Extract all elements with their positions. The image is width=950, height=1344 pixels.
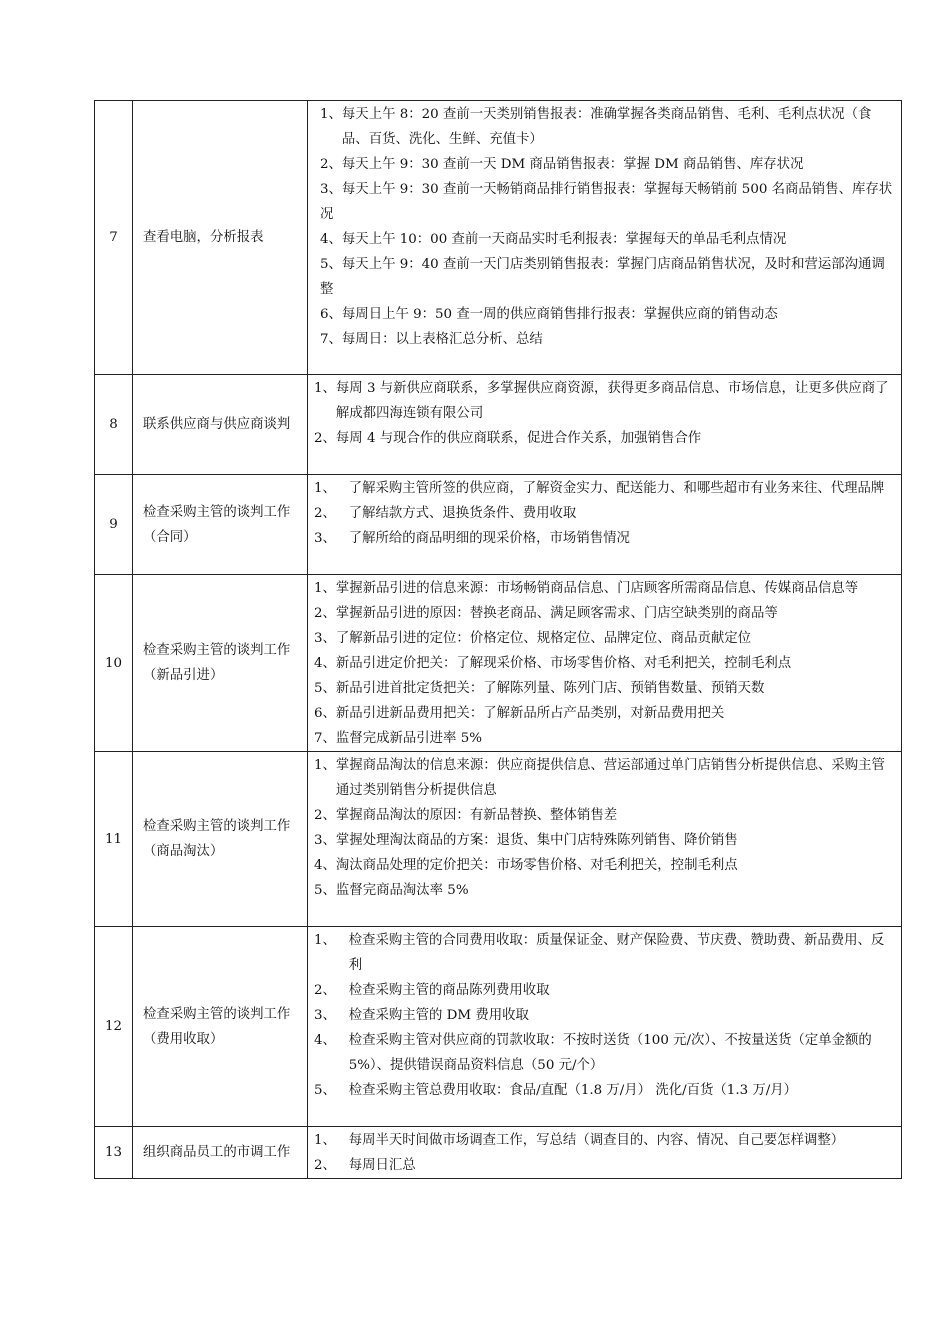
list-item: 7、 每周日：以上表格汇总分析、总结 (320, 332, 543, 347)
list-item: 2、 每周 4 与现合作的供应商联系，促进合作关系，加强销售合作 (314, 431, 702, 446)
list-item: 3、 了解新品引进的定位：价格定位、规格定位、品牌定位、商品贡献定位 (314, 631, 752, 646)
list-item: 2、 每周日汇总 (314, 1158, 416, 1173)
task-details (308, 101, 902, 375)
list-item: 1、 每天上午 8：20 查前一天类别销售报表：准确掌握各类商品销售、毛利、毛利点状况（食品、百货、洗化、生鲜、充值卡） (320, 107, 872, 147)
task-details (308, 752, 902, 927)
task-name: 查看电脑，分析报表 (133, 101, 308, 375)
table-row (95, 752, 902, 927)
task-details (308, 1127, 902, 1179)
list-item: 4、 淘汰商品处理的定价把关：市场零售价格、对毛利把关，控制毛利点 (314, 858, 738, 873)
list-item: 1、 了解采购主管所签的供应商，了解资金实力、配送能力、和哪些超市有业务来往、代理品牌 (314, 481, 885, 496)
row-number: 8 (95, 375, 133, 475)
list-item: 3、 了解所给的商品明细的现采价格，市场销售情况 (314, 531, 630, 546)
task-details (308, 475, 902, 575)
list-item: 5、 检查采购主管总费用收取：食品/直配（1.8 万/月） 洗化/百货（1.3 万/月） (314, 1083, 798, 1098)
table-row (95, 101, 902, 375)
task-details (308, 375, 902, 475)
list-item: 1、 每周 3 与新供应商联系，多掌握供应商资源，获得更多商品信息、市场信息，让更多供应商了解成都四海连锁有限公司 (314, 381, 889, 421)
task-name: 检查采购主管的谈判工作（新品引进） (133, 575, 308, 752)
list-item: 2、 检查采购主管的商品陈列费用收取 (314, 983, 550, 998)
list-item: 2、 了解结款方式、退换货条件、费用收取 (314, 506, 577, 521)
list-item: 4、 每天上午 10：00 查前一天商品实时毛利报表：掌握每天的单品毛利点情况 (320, 232, 787, 247)
task-name: 组织商品员工的市调工作 (133, 1127, 308, 1179)
list-item: 5、每天上午 9：40 查前一天门店类别销售报表：掌握门店商品销售状况，及时和营运部沟通调整 (320, 257, 885, 297)
task-table (94, 100, 902, 1179)
list-item: 2、 掌握新品引进的原因：替换老商品、满足顾客需求、门店空缺类别的商品等 (314, 606, 778, 621)
task-name: 联系供应商与供应商谈判 (133, 375, 308, 475)
list-item: 3、 掌握处理淘汰商品的方案：退货、集中门店特殊陈列销售、降价销售 (314, 833, 738, 848)
list-item: 3、每天上午 9：30 查前一天畅销商品排行销售报表：掌握每天畅销前 500 名商品销售、库存状况 (320, 182, 893, 222)
table-row (95, 575, 902, 752)
list-item: 2、 每天上午 9：30 查前一天 DM 商品销售报表：掌握 DM 商品销售、库存状况 (320, 157, 804, 172)
list-item: 5、 监督完商品淘汰率 5% (314, 883, 469, 898)
task-details (308, 575, 902, 752)
list-item: 1、 掌握新品引进的信息来源：市场畅销商品信息、门店顾客所需商品信息、传媒商品信息等 (314, 581, 859, 596)
row-number: 10 (95, 575, 133, 752)
list-item: 4、 检查采购主管对供应商的罚款收取：不按时送货（100 元/次）、不按量送货（定单金额的 5%）、提供错误商品资料信息（50 元/个） (314, 1033, 872, 1073)
task-name: 检查采购主管的谈判工作（合同） (133, 475, 308, 575)
table-row (95, 927, 902, 1127)
table-row (95, 375, 902, 475)
list-item: 4、 新品引进定价把关：了解现采价格、市场零售价格、对毛利把关，控制毛利点 (314, 656, 792, 671)
task-name: 检查采购主管的谈判工作（商品淘汰） (133, 752, 308, 927)
row-number: 11 (95, 752, 133, 927)
list-item: 3、 检查采购主管的 DM 费用收取 (314, 1008, 529, 1023)
row-number: 7 (95, 101, 133, 375)
list-item: 5、 新品引进首批定货把关：了解陈列量、陈列门店、预销售数量、预销天数 (314, 681, 765, 696)
task-details (308, 927, 902, 1127)
list-item: 1、 掌握商品淘汰的信息来源：供应商提供信息、营运部通过单门店销售分析提供信息、采购主管通过类别销售分析提供信息 (314, 758, 885, 798)
list-item: 2、 掌握商品淘汰的原因：有新品替换、整体销售差 (314, 808, 618, 823)
list-item: 6、 新品引进新品费用把关：了解新品所占产品类别，对新品费用把关 (314, 706, 725, 721)
list-item: 1、 检查采购主管的合同费用收取：质量保证金、财产保险费、节庆费、赞助费、新品费用、反利 (314, 933, 885, 973)
list-item: 7、 监督完成新品引进率 5% (314, 731, 482, 746)
list-item: 1、 每周半天时间做市场调查工作，写总结（调查目的、内容、情况、自己要怎样调整） (314, 1133, 845, 1148)
row-number: 13 (95, 1127, 133, 1179)
table-row (95, 475, 902, 575)
row-number: 9 (95, 475, 133, 575)
list-item: 6、 每周日上午 9：50 查一周的供应商销售排行报表：掌握供应商的销售动态 (320, 307, 778, 322)
table-row (95, 1127, 902, 1179)
row-number: 12 (95, 927, 133, 1127)
task-name: 检查采购主管的谈判工作（费用收取） (133, 927, 308, 1127)
